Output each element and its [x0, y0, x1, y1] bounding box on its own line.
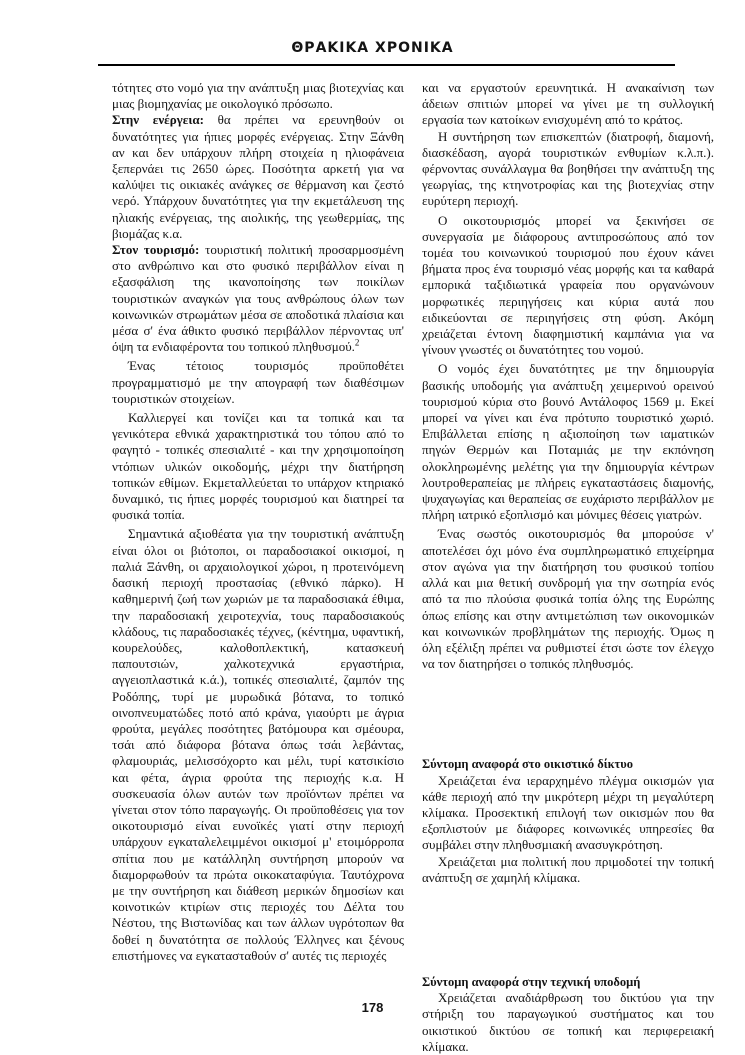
paragraph: Ένας σωστός οικοτουρισμός θα μπορούσε ν' αποτελέσει όχι μόνο ένα συμπληρωματικό επιχείρημα στον αγώνα για την διατήρηση του φυσικού τοπίου αλλά και μια θετική συνδρομή για την σωτηρία ενός από τα πιο πλούσια φυσικά τοπία όλης της Ευρώπης όπως επίσης και στην αντιμετώπιση των οικονομικών και κοινωνικών προβλημάτων της περιοχής. Όμως η όλη εξέλιξη πρέπει να ρυθμιστεί έτσι ώστε τον έλεγχο να τον διατηρήσει ο τοπικός πληθυσμός.	[422, 526, 714, 672]
header-rule	[98, 64, 675, 66]
keyword-energy: Στην ενέργεια:	[112, 112, 204, 128]
paragraph: Χρειάζεται ένα ιεραρχημένο πλέγμα οικισμών για κάθε περιοχή από την μικρότερη μέχρι τη μεγαλύτερη κλίμακα. Προσεκτική επιλογή των οικισμών που θα εξοπλιστούν με διάφορες κοινωνικές υπηρεσίες θα συμβάλει στην πληθυσμιακή ανασυγκρότηση.	[422, 772, 714, 853]
paragraph: Ο νομός έχει δυνατότητες με την δημιουργία βασικής υποδομής για ανάπτυξη χειμερινού ορεινού τουρισμού κύρια στο βουνό Αντάλοφος 1569 μ. Εκεί μπορεί να γίνει και ένα πρότυπο τουριστικό χωριό. Επιβάλλεται επίσης η αξιοποίηση των ιαματικών πηγών Θερμών και Ποταμιάς με την εκπόνηση ολοκληρωμένης μελέτης για την δημιουργία κέντρων λουτροθεραπείας με πλήρεις εγκαταστάσεις διαμονής, ψυχαγωγίας και θεραπείας σε ευχάριστο περιβάλλον με πλήρη ιατρικό εξοπλισμό και μόνιμες θέσεις γιατρών.	[422, 361, 714, 523]
paragraph-tourism	[112, 242, 404, 355]
right-column	[422, 80, 714, 1055]
paragraph: Ένας τέτοιος τουρισμός προϋποθέτει προγραμματισμό με την απογραφή των διαθέσιμων τουριστικών στοιχείων.	[112, 358, 404, 406]
paragraph-energy	[112, 112, 404, 242]
paragraph: Χρειάζεται μια πολιτική που πριμοδοτεί την τοπική ανάπτυξη σε χαμηλή κλίμακα.	[422, 853, 714, 885]
paragraph-text: θα πρέπει να ερευνηθούν οι δυνατότητες για ήπιες μορφές ενέργειας. Στην Ξάνθη αν και δεν υπάρχουν πλήρη στοιχεία η ηλιοφάνεια ξεπερνάει τις 2650 ώρες. Ποσότητα αρκετή για να καλύψει τις οικιακές ανάγκες σε θέρμανση και ζεστό νερό. Υπάρχουν δυνατότητες για την εκμετάλευση της ηλιακής ενέργειας, της αιολικής, της γεωθερμίας, της βιομάζας κ.α.	[112, 112, 404, 241]
running-header: ΘΡΑΚΙΚΑ ΧΡΟΝΙΚΑ	[291, 40, 454, 56]
paragraph: Καλλιεργεί και τονίζει και τα τοπικά και τα γενικότερα εθνικά χαρακτηριστικά του τόπου από το φαγητό - τοπικές σπεσιαλιτέ - και την χρησιμοποίηση ντόπιων υλικών οικοδομής, μέχρι την διατήρηση τοπικών εθίμων. Εκμεταλλεύεται το υπάρχον κτηριακό δυναμικό, τις ήπιες μορφές τουρισμού και διατηρεί τα φυσικά τοπία.	[112, 410, 404, 523]
paragraph: Χρειάζεται αναδιάρθρωση του δικτύου για την στήριξη του παραγωγικού συστήματος και του οικιστικού δικτύου σε τοπική και περιφερειακή κλίμακα.	[422, 990, 714, 1054]
paragraph: τότητες στο νομό για την ανάπτυξη μιας βιοτεχνίας και μιας βιομηχανίας με οικολογικό πρόσωπο.	[112, 80, 404, 112]
section-heading: Σύντομη αναφορά στο οικιστικό δίκτυο	[422, 757, 634, 772]
paragraph: Ο οικοτουρισμός μπορεί να ξεκινήσει σε συνεργασία με διάφορους αντιπροσώπους από τον τομέα του κοινωνικού τουρισμού που έχουν κάνει βήματα προς ένα τουρισμό νέας μορφής και τα καθαρά εμπορικά ταξιδιωτικά γραφεία που οργανώνουν μορφωτικές περιηγήσεις και κύρια αυτά που ειδικεύονται σε περιηγήσεις στη φύση. Ακόμη χρειάζεται έντονη διαφημιστική καμπάνια για να γίνουν γνωστές οι δυνατότητες του νομού.	[422, 212, 714, 358]
paragraph: Η συντήρηση των επισκεπτών (διατροφή, διαμονή, διασκέδαση, αγορά τουριστικών ενθυμίων κ.λ.π.). φέρνοντας συνάλλαγμα θα βοηθήσει την ανάπτυξη της γεωργίας, της κτηνοτροφίας και της βιοτεχνίας στην ευρύτερη περιοχή.	[422, 128, 714, 209]
paragraph: και να εργαστούν ερευνητικά. Η ανακαίνιση των άδειων σπιτιών μπορεί να γίνει με τη συλλογική εργασία των κατοίκων ενισχυμένη από το κράτος.	[422, 80, 714, 128]
section-heading: Σύντομη αναφορά στην τεχνική υποδομή	[422, 974, 641, 989]
paragraph: Σημαντικά αξιοθέατα για την τουριστική ανάπτυξη είναι όλοι οι βιότοποι, οι παραδοσιακοί οικισμοί, η παλιά Ξάνθη, οι αρχαιολογικοί χώροι, η προτεινόμενη δασική περιοχή προστασίας (εθνικό πάρκο). Η καθημερινή ζωή των χωριών με τα παραδοσιακά έθιμα, την παραδοσιακή χειροτεχνία, τους παραδοσιακούς κλάδους, τις παραδοσιακές τέχνες, (κέντημα, υφαντική, κουρελούδες, καλοθοπλεκτική, κατασκευή παπουτσιών, χαλκοτεχνικά εργαστήρια, αγγειοπλαστικά κ.ά.), τοπικές σπεσιαλιτέ, ζαμπόν της Ροδόπης, τυρί με μυρωδικά βότανα, το τοπικό οινοπνευματώδες ποτό από κράνα, γιαούρτι με άγρια φρούτα, μεγάλες ποσότητες βατόμουρα και σμέουρα, τσάι από διάφορα βότανα όπως τσάι λεβάντας, φλαμουριάς, μελισσόχορτο και μέλι, τυρί κατσικίσιο και φέτα, άγρια φρούτα της περιοχής κ.α. Η συσκευασία όλων αυτών των προϊόντων πρέπει να γίνεται στον τόπο παραγωγής. Οι προϋποθέσεις για τον οικοτουρισμό είναι ευνοϊκές γιατί στην περιοχή υπάρχουν εγκαταλελειμμένοι οικισμοί μ' ετοιμόρροπα σπίτια που με κατάλληλη συντήρηση μπορούν να διαμορφωθούν τα πρώτα οικοκαταφύγια. Ταυτόχρονα με την συντήρηση και διάθεση μερικών δημοσίων και κοινοτικών κτιρίων στις περιοχές του Δέλτα του Νέστου, της Βιστωνίδας και των άλλων υγρότοπων θα δοθεί η δυνατότητα σε πολλούς Έλληνες και ξένους επιστήμονες να εγκατασταθούν σ' αυτές τις περιοχές	[112, 526, 404, 963]
keyword-tourism: Στον τουρισμό:	[112, 242, 200, 258]
left-column	[112, 80, 404, 964]
footnote-ref: 2	[354, 337, 360, 348]
paragraph-text: τουριστική πολιτική προσαρμοσμένη στο ανθρώπινο και στο φυσικό περιβάλλον είναι η εξασφάλιση της ικανοποίησης των ποικίλων τουριστικών αναγκών για τους ανθρώπους όλων των κοινωνικών στρωμάτων μέσα σε αποδοτικά πλαίσια και μέσα σ' ένα άθικτο φυσικό περιβάλλον πέρνοντας υπ' όψη τα ενδιαφέροντα του τοπικού πληθυσμού.	[112, 242, 404, 355]
page-number: 178	[361, 1000, 384, 1015]
